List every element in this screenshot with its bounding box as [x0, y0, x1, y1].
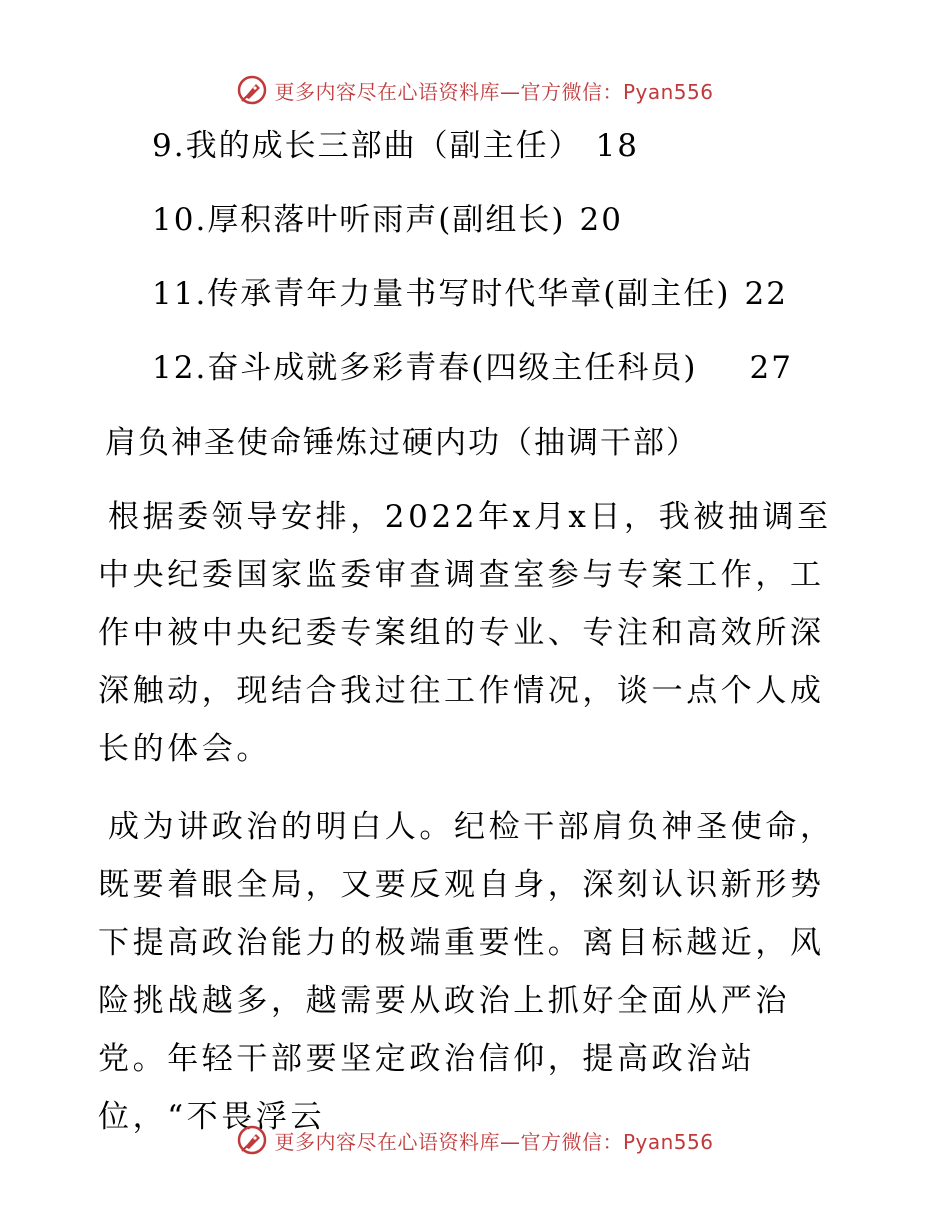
- table-of-contents: [152, 122, 912, 418]
- pen-nib-logo-icon: [236, 1124, 268, 1156]
- body-paragraph: 根据委领导安排，2022年x月x日，我被抽调至中央纪委国家监委审查调查室参与专案工作，工作中被中央纪委专案组的专业、专注和高效所深深触动，现结合我过往工作情况，谈一点个人成长的体会。: [98, 499, 832, 767]
- toc-item-title: 传承青年力量书写时代华章(副主任): [207, 276, 731, 312]
- toc-item-page: 27: [749, 350, 793, 386]
- pen-nib-logo-icon: [236, 74, 268, 106]
- toc-item: [152, 344, 912, 418]
- header-watermark: [0, 70, 950, 110]
- watermark-content: [236, 74, 713, 106]
- toc-item-page: 20: [579, 202, 623, 238]
- toc-item-title: 厚积落叶听雨声(副组长): [207, 202, 566, 238]
- toc-item-title: 我的成长三部曲（副主任）: [185, 128, 582, 164]
- body-paragraph: 成为讲政治的明白人。纪检干部肩负神圣使命，既要着眼全局，又要反观自身，深刻认识新形势下提高政治能力的极端重要性。离目标越近，风险挑战越多，越需要从政治上抓好全面从严治党。年轻干部要坚定政治信仰，提高政治站位，“不畏浮云: [98, 809, 835, 1135]
- watermark-content: [236, 1124, 713, 1156]
- toc-item-page: 18: [595, 128, 640, 164]
- section-title: 肩负神圣使命锤炼过硬内功（抽调干部）: [105, 425, 699, 461]
- watermark-text: 更多内容尽在心语资料库—官方微信：Pyan556: [274, 79, 714, 104]
- footer-watermark: [0, 1120, 950, 1160]
- toc-item-number: 12.: [152, 350, 208, 386]
- toc-item-number: 9.: [152, 128, 186, 164]
- toc-item-number: 10.: [152, 202, 208, 238]
- toc-item: [152, 122, 912, 196]
- toc-item-title: 奋斗成就多彩青春(四级主任科员): [207, 350, 698, 386]
- toc-item-number: 11.: [152, 276, 208, 312]
- watermark-text: 更多内容尽在心语资料库—官方微信：Pyan556: [274, 1129, 714, 1154]
- toc-item: [152, 196, 912, 270]
- toc-item-page: 22: [744, 276, 788, 312]
- toc-item: [152, 270, 912, 344]
